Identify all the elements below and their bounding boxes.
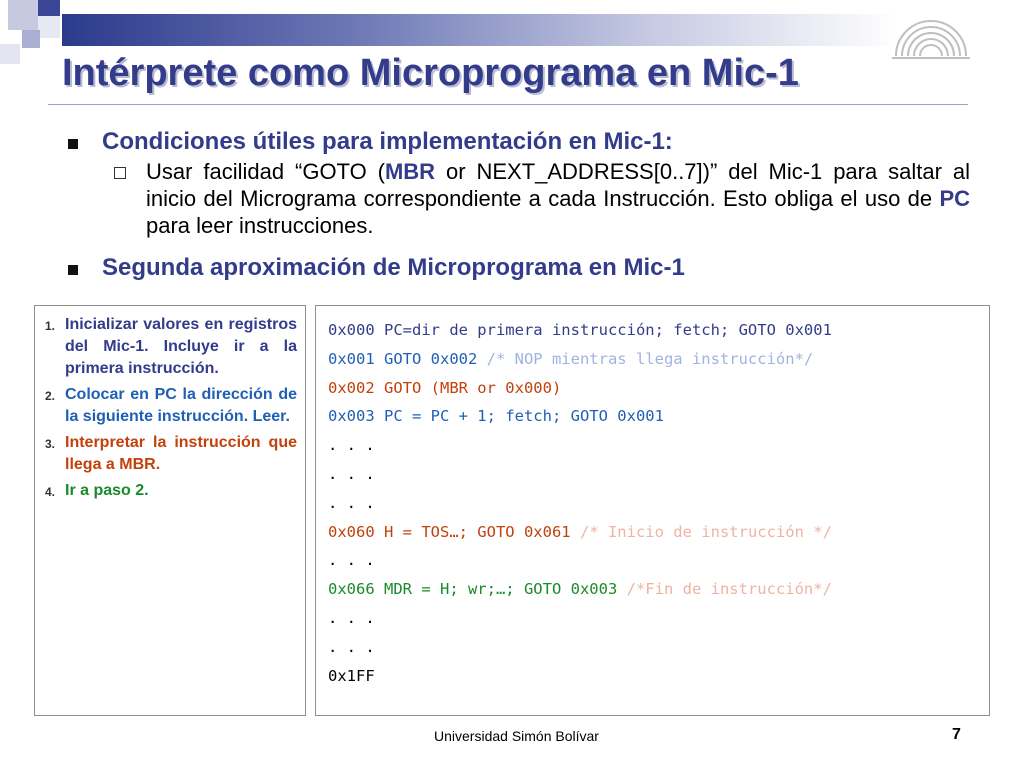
code-line [328,402,988,431]
code-line [328,518,988,547]
hollow-bullet-icon [114,167,126,179]
code-segment: /*Fin de instrucción*/ [626,580,832,599]
code-line [328,662,988,691]
sub-text-mbr: MBR [384,159,436,184]
sub-text-part3: para leer instrucciones. [146,213,374,238]
step-text: Colocar en PC la dirección de la siguiente instrucción. Leer. [65,386,297,425]
step-number: 2. [45,389,56,403]
steps-panel [34,305,306,716]
step-item [45,314,297,380]
code-segment: 0x060 H = TOS…; GOTO 0x061 [328,522,580,541]
step-item [45,432,297,476]
steps-list [45,314,297,506]
code-segment: 0x000 PC=dir de primera instrucción; fetch; GOTO 0x001 [328,321,832,339]
code-line [328,316,988,345]
code-segment: . . . [328,551,375,570]
code-line [328,345,988,374]
sub-bullet-text [146,158,970,239]
code-segment: 0x002 GOTO (MBR or 0x000) [328,378,562,397]
bullet-heading-conditions: Condiciones útiles para implementación en Mic-1: [102,128,673,155]
code-line [328,604,988,633]
code-segment: /* NOP mientras llega instrucción*/ [486,349,814,368]
step-number: 3. [45,437,56,451]
code-line [328,460,988,489]
page-number: 7 [952,726,961,743]
code-segment: 0x003 PC = PC + 1; fetch; GOTO 0x001 [328,407,664,426]
code-segment: /* Inicio de instrucción */ [579,522,832,541]
step-text: Interpretar la instrucción que llega a MBR. [65,434,297,473]
code-segment: . . . [328,464,375,483]
decor-square-2 [38,0,60,16]
sub-text-pc: PC [939,186,970,211]
code-line [328,575,988,604]
bullet-square-icon [68,265,78,275]
code-segment: . . . [328,436,375,455]
decor-square-3 [38,16,60,38]
step-number: 4. [45,485,56,499]
code-segment: 0x1FF [328,666,375,685]
microprogram-code [328,316,988,690]
step-text: Inicializar valores en registros del Mic-1. Incluye ir a la primera instrucción. [65,316,297,377]
code-panel [315,305,990,716]
page-title: Intérprete como Microprograma en Mic-1 [62,52,799,94]
code-line [328,374,988,403]
footer-institution: Universidad Simón Bolívar [434,728,599,744]
decor-square-4 [22,30,40,48]
code-segment: . . . [328,637,375,656]
university-logo-icon [890,6,972,62]
sub-text-part2: or NEXT_ADDRESS[0..7])” del Mic-1 para saltar al inicio del Micrograma correspondiente a cada Instrucción. Esto obliga el uso de [146,159,970,211]
decor-square-1 [8,0,38,30]
code-segment: . . . [328,608,375,627]
decor-square-5 [0,44,20,64]
step-text: Ir a paso 2. [65,482,149,499]
code-line [328,633,988,662]
bullet-heading-second-approach: Segunda aproximación de Microprograma en Mic-1 [102,254,685,281]
sub-text-part1: Usar facilidad “GOTO ( [146,159,385,184]
code-segment: 0x066 MDR = H; wr;…; GOTO 0x003 [328,580,627,599]
code-line [328,431,988,460]
title-divider [48,104,968,105]
step-number: 1. [45,319,56,333]
code-line [328,546,988,575]
bullet-square-icon [68,139,78,149]
code-segment: . . . [328,493,375,512]
code-segment: 0x001 GOTO 0x002 [328,349,487,368]
step-item [45,384,297,428]
header-gradient-bar [62,14,898,46]
code-line [328,489,988,518]
step-item [45,480,297,502]
